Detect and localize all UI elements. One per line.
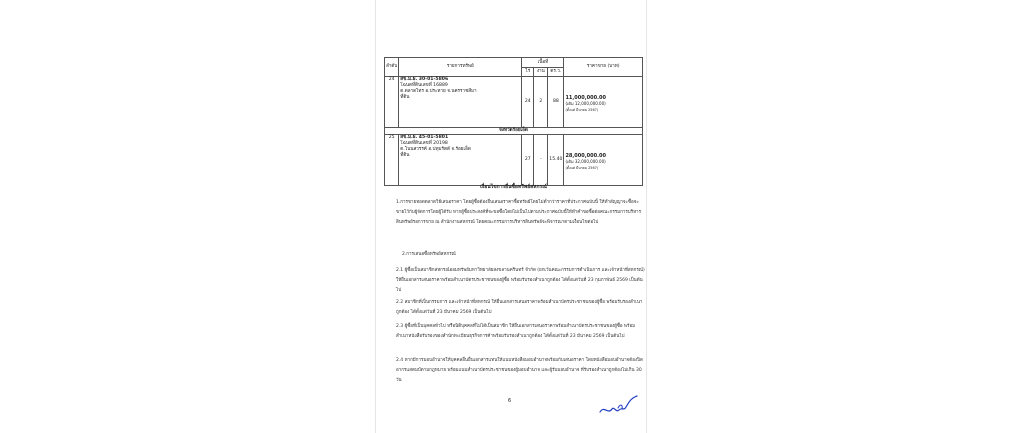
asset-type: ที่ดิน <box>400 95 410 100</box>
row-ngan: - <box>534 135 548 186</box>
condition-paragraph-2-3: 2.3 ผู้ซื้อที่เป็นบุคคลทั่วไป หรือนิติบุคคลที่ไม่ได้เป็นสมาชิก ให้ยื่นเอกสารเสนอราคาพร้อมสำเนาบัตรประชาชนของผู้ซื้อ พร้อมสำเนาหนังสือรับรองของสำนักทะเบียนธุรกิจการค้าพร้อมรับรองสำเนาถูกต้อง ได้ตั้งแต่วันที่ 23 มีนาคม 2569 เป็นต้นไป <box>396 324 636 339</box>
asset-table <box>384 57 643 186</box>
header-wah: ตร.ว. <box>548 68 564 77</box>
asset-code: สข.ม.ผ. 45-01-5801 <box>400 135 449 140</box>
signature-icon <box>596 395 640 417</box>
page-right-edge <box>646 0 647 433</box>
row-no: 25 <box>385 135 399 186</box>
asset-deed: โฉนดที่ดินเลขที่ 20198 <box>400 141 448 146</box>
price-value: 11,000,000.00 <box>565 95 606 101</box>
price-date: (ตั้งแต่ มีนาคม 2567) <box>565 166 599 170</box>
table-header-row <box>385 58 643 68</box>
condition-paragraph-2-2: 2.2 สมาชิกที่เป็นกรรมการ และเจ้าหน้าที่สหกรณ์ ให้ยื่นเอกสารเสนอราคาพร้อมสำเนาบัตรประชาชนของผู้ซื้อ พร้อมรับรองสำเนาถูกต้อง ได้ตั้งแต่วันที่ 23 มีนาคม 2569 เป็นต้นไป <box>396 300 643 315</box>
row-wah: 15.40 <box>548 135 564 186</box>
price-old: (เดิม 32,000,000.00) <box>565 159 606 164</box>
province-label: จังหวัดร้อยเอ็ด <box>385 128 643 135</box>
price-old: (เดิม 12,000,000.00) <box>565 101 606 106</box>
price-date: (ตั้งแต่ มีนาคม 2567) <box>565 108 599 112</box>
page-left-edge <box>375 0 376 433</box>
province-row <box>385 128 643 135</box>
condition-heading-2: 2.การเสนอซื้อทรัพย์สหกรณ์ <box>402 252 456 257</box>
row-ngan: 2 <box>534 77 548 128</box>
asset-deed: โฉนดที่ดินเลขที่ 16889 <box>400 83 448 88</box>
row-no: 24 <box>385 77 399 128</box>
asset-location: ต.โนนสวรรค์ อ.ปทุมรัตต์ จ.ร้อยเอ็ด <box>400 147 471 152</box>
page-number: 6 <box>508 398 512 404</box>
table-row <box>385 77 643 128</box>
table-row <box>385 135 643 186</box>
header-no: ลำดับ <box>385 58 399 77</box>
row-item <box>399 135 522 186</box>
header-area: เนื้อที่ <box>522 58 564 68</box>
row-item <box>399 77 522 128</box>
row-rai: 27 <box>522 135 534 186</box>
row-price <box>564 135 643 186</box>
row-rai: 24 <box>522 77 534 128</box>
header-item: รายการทรัพย์ <box>399 58 522 77</box>
condition-paragraph-1: 1.การขายทอดตลาดวิธีเสนอราคา โดยผู้ซื้อต้องยื่นเสนอราคาซื้อทรัพย์โดยไม่ต่ำกว่าราคาที่ประกาศฉบับนี้ ให้ทำสัญญาจะซื้อจะขายไว้กับผู้จัดการโดยผู้ได้รับ หากผู้ซื้อประสงค์ที่จะขอซื้อโดยไม่เป็นไปตามประกาศฉบับนี้ให้ทำคำขอซื้อต่อคณะกรรมการบริหารสินทรัพย์รอการขาย ณ สำนักงานสหกรณ์ โดยคณะกรรมการบริหารสินทรัพย์จะพิจารณาตามเงื่อนไขต่อไป <box>396 200 641 225</box>
price-value: 28,000,000.00 <box>565 153 606 159</box>
header-ngan: งาน <box>534 68 548 77</box>
asset-type: ที่ดิน <box>400 153 410 158</box>
row-price <box>564 77 643 128</box>
asset-location: ต.ตลาดไทร อ.ประทาย จ.นครราชสีมา <box>400 89 477 94</box>
conditions-title: เงื่อนไขการยื่นซื้อทรัพย์สหกรณ์ <box>480 184 547 190</box>
header-rai: ไร่ <box>522 68 534 77</box>
condition-paragraph-2-4: 2.4 หากมีการมอบอำนาจให้บุคคลอื่นยื่นเอกสารแทนให้แนบหนังสือมอบอำนาจพร้อมกับเสนอราคา โดยหนังสือมอบอำนาจต้องปิดอากรแสตมป์ตามกฎหมาย พร้อมแนบสำเนาบัตรประชาชนของผู้มอบอำนาจ และผู้รับมอบอำนาจ ที่รับรองสำเนาถูกต้องไม่เกิน 30 วัน <box>396 358 643 383</box>
condition-paragraph-2-1: 2.1 ผู้ซื้อเป็นสมาชิกสหกรณ์ออมทรัพย์มหาวิทยาลัยสงขลานครินทร์ จำกัด (ยกเว้นคณะกรรมการดำเนินการ และเจ้าหน้าที่สหกรณ์) ให้ยื่นเอกสารเสนอราคาพร้อมสำเนาบัตรประชาชนของผู้ซื้อ พร้อมรับรองสำเนาถูกต้อง ได้ตั้งแต่วันที่ 23 กุมภาพันธ์ 2569 เป็นต้นไป <box>396 268 645 293</box>
row-wah: 88 <box>548 77 564 128</box>
asset-code: สข.ม.ผ. 30-01-5806 <box>400 77 449 82</box>
header-price: ราคาขาย (บาท) <box>564 58 643 77</box>
